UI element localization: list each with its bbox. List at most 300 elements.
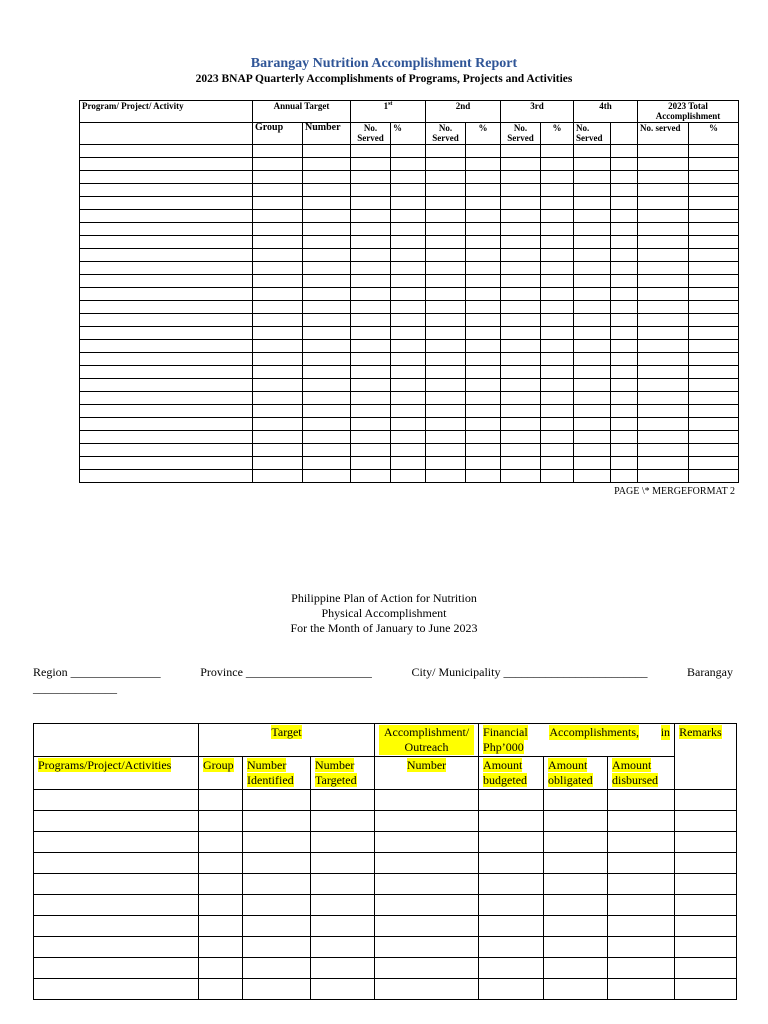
table-cell[interactable] — [466, 171, 501, 184]
table-cell[interactable] — [80, 158, 253, 171]
table-cell[interactable] — [501, 236, 541, 249]
table-cell[interactable] — [80, 249, 253, 262]
table-cell[interactable] — [544, 790, 608, 811]
table-cell[interactable] — [501, 457, 541, 470]
table-cell[interactable] — [391, 262, 426, 275]
table-cell[interactable] — [466, 288, 501, 301]
table-cell[interactable] — [466, 457, 501, 470]
table-cell[interactable] — [426, 145, 466, 158]
table-cell[interactable] — [303, 210, 351, 223]
table-cell[interactable] — [574, 405, 611, 418]
table-cell[interactable] — [479, 811, 544, 832]
table-cell[interactable] — [391, 353, 426, 366]
table-cell[interactable] — [608, 958, 675, 979]
table-cell[interactable] — [544, 958, 608, 979]
table-cell[interactable] — [426, 158, 466, 171]
table-cell[interactable] — [303, 288, 351, 301]
table-cell[interactable] — [243, 811, 311, 832]
table-cell[interactable] — [541, 431, 574, 444]
table-cell[interactable] — [391, 470, 426, 483]
table-cell[interactable] — [689, 353, 739, 366]
table-cell[interactable] — [574, 145, 611, 158]
table-cell[interactable] — [426, 301, 466, 314]
table-cell[interactable] — [391, 197, 426, 210]
table-cell[interactable] — [541, 405, 574, 418]
table-cell[interactable] — [80, 145, 253, 158]
table-cell[interactable] — [391, 249, 426, 262]
table-cell[interactable] — [351, 366, 391, 379]
table-cell[interactable] — [501, 197, 541, 210]
table-cell[interactable] — [303, 145, 351, 158]
table-cell[interactable] — [638, 327, 689, 340]
table-cell[interactable] — [391, 457, 426, 470]
table-cell[interactable] — [608, 895, 675, 916]
table-cell[interactable] — [611, 210, 638, 223]
table-cell[interactable] — [541, 145, 574, 158]
table-cell[interactable] — [243, 916, 311, 937]
table-cell[interactable] — [243, 979, 311, 1000]
table-cell[interactable] — [574, 314, 611, 327]
table-cell[interactable] — [541, 418, 574, 431]
table-cell[interactable] — [80, 314, 253, 327]
table-cell[interactable] — [574, 210, 611, 223]
table-cell[interactable] — [501, 379, 541, 392]
table-cell[interactable] — [303, 470, 351, 483]
table-cell[interactable] — [611, 223, 638, 236]
table-cell[interactable] — [611, 444, 638, 457]
table-cell[interactable] — [34, 916, 199, 937]
table-cell[interactable] — [303, 418, 351, 431]
table-cell[interactable] — [574, 171, 611, 184]
table-cell[interactable] — [243, 790, 311, 811]
table-cell[interactable] — [391, 314, 426, 327]
table-cell[interactable] — [574, 353, 611, 366]
table-cell[interactable] — [80, 392, 253, 405]
table-cell[interactable] — [426, 431, 466, 444]
table-cell[interactable] — [574, 418, 611, 431]
table-cell[interactable] — [80, 470, 253, 483]
table-cell[interactable] — [541, 184, 574, 197]
table-cell[interactable] — [689, 171, 739, 184]
table-cell[interactable] — [466, 470, 501, 483]
table-cell[interactable] — [638, 314, 689, 327]
table-cell[interactable] — [34, 811, 199, 832]
table-cell[interactable] — [80, 457, 253, 470]
table-cell[interactable] — [253, 145, 303, 158]
table-cell[interactable] — [199, 811, 243, 832]
table-cell[interactable] — [675, 832, 737, 853]
table-cell[interactable] — [638, 236, 689, 249]
table-cell[interactable] — [243, 832, 311, 853]
table-cell[interactable] — [638, 418, 689, 431]
table-cell[interactable] — [611, 340, 638, 353]
table-cell[interactable] — [541, 470, 574, 483]
table-cell[interactable] — [426, 353, 466, 366]
table-cell[interactable] — [675, 790, 737, 811]
table-cell[interactable] — [303, 236, 351, 249]
table-cell[interactable] — [541, 379, 574, 392]
table-cell[interactable] — [541, 353, 574, 366]
table-cell[interactable] — [611, 353, 638, 366]
table-cell[interactable] — [426, 457, 466, 470]
table-cell[interactable] — [611, 366, 638, 379]
table-cell[interactable] — [611, 392, 638, 405]
table-cell[interactable] — [574, 288, 611, 301]
table-cell[interactable] — [541, 314, 574, 327]
table-cell[interactable] — [351, 392, 391, 405]
table-cell[interactable] — [351, 405, 391, 418]
table-cell[interactable] — [479, 916, 544, 937]
table-cell[interactable] — [391, 236, 426, 249]
table-cell[interactable] — [466, 301, 501, 314]
table-cell[interactable] — [351, 418, 391, 431]
table-cell[interactable] — [426, 184, 466, 197]
table-cell[interactable] — [80, 418, 253, 431]
table-cell[interactable] — [479, 937, 544, 958]
table-cell[interactable] — [311, 958, 375, 979]
table-cell[interactable] — [391, 210, 426, 223]
table-cell[interactable] — [375, 790, 479, 811]
table-cell[interactable] — [375, 811, 479, 832]
table-cell[interactable] — [466, 340, 501, 353]
table-cell[interactable] — [689, 184, 739, 197]
table-cell[interactable] — [689, 158, 739, 171]
table-cell[interactable] — [611, 314, 638, 327]
table-cell[interactable] — [544, 832, 608, 853]
table-cell[interactable] — [80, 236, 253, 249]
table-cell[interactable] — [689, 418, 739, 431]
table-cell[interactable] — [544, 853, 608, 874]
table-cell[interactable] — [574, 301, 611, 314]
table-cell[interactable] — [391, 379, 426, 392]
table-cell[interactable] — [391, 145, 426, 158]
table-cell[interactable] — [689, 444, 739, 457]
table-cell[interactable] — [611, 197, 638, 210]
table-cell[interactable] — [391, 405, 426, 418]
table-cell[interactable] — [311, 832, 375, 853]
table-cell[interactable] — [574, 457, 611, 470]
table-cell[interactable] — [689, 197, 739, 210]
table-cell[interactable] — [351, 470, 391, 483]
table-cell[interactable] — [501, 392, 541, 405]
table-cell[interactable] — [311, 874, 375, 895]
table-cell[interactable] — [574, 379, 611, 392]
table-cell[interactable] — [351, 210, 391, 223]
table-cell[interactable] — [253, 444, 303, 457]
table-cell[interactable] — [541, 223, 574, 236]
table-cell[interactable] — [80, 275, 253, 288]
table-cell[interactable] — [303, 197, 351, 210]
table-cell[interactable] — [253, 431, 303, 444]
table-cell[interactable] — [689, 275, 739, 288]
table-cell[interactable] — [34, 832, 199, 853]
table-cell[interactable] — [253, 392, 303, 405]
table-cell[interactable] — [303, 340, 351, 353]
table-cell[interactable] — [541, 249, 574, 262]
table-cell[interactable] — [351, 236, 391, 249]
table-cell[interactable] — [638, 210, 689, 223]
table-cell[interactable] — [501, 288, 541, 301]
table-cell[interactable] — [80, 262, 253, 275]
table-cell[interactable] — [689, 327, 739, 340]
table-cell[interactable] — [311, 811, 375, 832]
table-cell[interactable] — [426, 288, 466, 301]
table-cell[interactable] — [391, 392, 426, 405]
table-cell[interactable] — [351, 444, 391, 457]
table-cell[interactable] — [541, 457, 574, 470]
table-cell[interactable] — [253, 210, 303, 223]
table-cell[interactable] — [541, 171, 574, 184]
table-cell[interactable] — [351, 431, 391, 444]
table-cell[interactable] — [80, 197, 253, 210]
table-cell[interactable] — [638, 288, 689, 301]
table-cell[interactable] — [689, 223, 739, 236]
table-cell[interactable] — [426, 171, 466, 184]
table-cell[interactable] — [80, 171, 253, 184]
table-cell[interactable] — [34, 853, 199, 874]
table-cell[interactable] — [303, 405, 351, 418]
table-cell[interactable] — [80, 431, 253, 444]
table-cell[interactable] — [80, 327, 253, 340]
table-cell[interactable] — [466, 405, 501, 418]
table-cell[interactable] — [253, 457, 303, 470]
table-cell[interactable] — [501, 249, 541, 262]
table-cell[interactable] — [611, 249, 638, 262]
table-cell[interactable] — [689, 379, 739, 392]
barangay-field[interactable]: ______________ — [33, 681, 117, 695]
table-cell[interactable] — [574, 340, 611, 353]
table-cell[interactable] — [303, 366, 351, 379]
table-cell[interactable] — [311, 895, 375, 916]
table-cell[interactable] — [574, 236, 611, 249]
table-cell[interactable] — [303, 249, 351, 262]
table-cell[interactable] — [426, 197, 466, 210]
table-cell[interactable] — [391, 340, 426, 353]
table-cell[interactable] — [303, 275, 351, 288]
table-cell[interactable] — [638, 223, 689, 236]
table-cell[interactable] — [253, 327, 303, 340]
table-cell[interactable] — [466, 392, 501, 405]
table-cell[interactable] — [574, 223, 611, 236]
table-cell[interactable] — [544, 937, 608, 958]
table-cell[interactable] — [466, 444, 501, 457]
table-cell[interactable] — [611, 470, 638, 483]
table-cell[interactable] — [311, 853, 375, 874]
table-cell[interactable] — [303, 392, 351, 405]
table-cell[interactable] — [479, 790, 544, 811]
table-cell[interactable] — [351, 457, 391, 470]
table-cell[interactable] — [391, 158, 426, 171]
table-cell[interactable] — [375, 853, 479, 874]
table-cell[interactable] — [243, 937, 311, 958]
table-cell[interactable] — [466, 210, 501, 223]
table-cell[interactable] — [199, 958, 243, 979]
table-cell[interactable] — [466, 431, 501, 444]
table-cell[interactable] — [501, 262, 541, 275]
table-cell[interactable] — [253, 171, 303, 184]
table-cell[interactable] — [303, 444, 351, 457]
table-cell[interactable] — [638, 379, 689, 392]
table-cell[interactable] — [689, 314, 739, 327]
table-cell[interactable] — [675, 874, 737, 895]
table-cell[interactable] — [426, 392, 466, 405]
table-cell[interactable] — [574, 327, 611, 340]
table-cell[interactable] — [689, 301, 739, 314]
table-cell[interactable] — [466, 197, 501, 210]
table-cell[interactable] — [253, 405, 303, 418]
table-cell[interactable] — [675, 895, 737, 916]
table-cell[interactable] — [675, 916, 737, 937]
table-cell[interactable] — [501, 210, 541, 223]
table-cell[interactable] — [351, 314, 391, 327]
table-cell[interactable] — [501, 470, 541, 483]
table-cell[interactable] — [541, 210, 574, 223]
table-cell[interactable] — [501, 171, 541, 184]
table-cell[interactable] — [544, 811, 608, 832]
table-cell[interactable] — [243, 874, 311, 895]
table-cell[interactable] — [675, 958, 737, 979]
table-cell[interactable] — [426, 366, 466, 379]
table-cell[interactable] — [253, 288, 303, 301]
table-cell[interactable] — [253, 197, 303, 210]
table-cell[interactable] — [608, 874, 675, 895]
table-cell[interactable] — [253, 314, 303, 327]
table-cell[interactable] — [34, 790, 199, 811]
table-cell[interactable] — [611, 431, 638, 444]
table-cell[interactable] — [311, 790, 375, 811]
table-cell[interactable] — [351, 379, 391, 392]
table-cell[interactable] — [303, 457, 351, 470]
table-cell[interactable] — [351, 197, 391, 210]
table-cell[interactable] — [34, 937, 199, 958]
table-cell[interactable] — [426, 379, 466, 392]
table-cell[interactable] — [351, 145, 391, 158]
table-cell[interactable] — [689, 340, 739, 353]
table-cell[interactable] — [479, 874, 544, 895]
table-cell[interactable] — [675, 979, 737, 1000]
table-cell[interactable] — [541, 288, 574, 301]
table-cell[interactable] — [611, 171, 638, 184]
table-cell[interactable] — [351, 262, 391, 275]
table-cell[interactable] — [391, 366, 426, 379]
table-cell[interactable] — [611, 418, 638, 431]
table-cell[interactable] — [675, 937, 737, 958]
table-cell[interactable] — [80, 405, 253, 418]
table-cell[interactable] — [375, 979, 479, 1000]
table-cell[interactable] — [351, 340, 391, 353]
table-cell[interactable] — [689, 392, 739, 405]
table-cell[interactable] — [638, 275, 689, 288]
region-field[interactable]: Region _______________ — [33, 665, 161, 679]
table-cell[interactable] — [466, 314, 501, 327]
table-cell[interactable] — [351, 301, 391, 314]
table-cell[interactable] — [351, 249, 391, 262]
table-cell[interactable] — [253, 353, 303, 366]
table-cell[interactable] — [689, 249, 739, 262]
table-cell[interactable] — [638, 353, 689, 366]
table-cell[interactable] — [34, 895, 199, 916]
table-cell[interactable] — [638, 470, 689, 483]
table-cell[interactable] — [638, 405, 689, 418]
table-cell[interactable] — [479, 853, 544, 874]
table-cell[interactable] — [243, 958, 311, 979]
table-cell[interactable] — [608, 916, 675, 937]
table-cell[interactable] — [426, 275, 466, 288]
table-cell[interactable] — [689, 470, 739, 483]
table-cell[interactable] — [351, 288, 391, 301]
table-cell[interactable] — [466, 353, 501, 366]
table-cell[interactable] — [80, 379, 253, 392]
table-cell[interactable] — [253, 249, 303, 262]
table-cell[interactable] — [689, 145, 739, 158]
table-cell[interactable] — [243, 895, 311, 916]
table-cell[interactable] — [34, 874, 199, 895]
table-cell[interactable] — [611, 457, 638, 470]
table-cell[interactable] — [574, 275, 611, 288]
table-cell[interactable] — [466, 275, 501, 288]
table-cell[interactable] — [574, 366, 611, 379]
table-cell[interactable] — [574, 444, 611, 457]
table-cell[interactable] — [638, 249, 689, 262]
table-cell[interactable] — [611, 145, 638, 158]
table-cell[interactable] — [391, 223, 426, 236]
table-cell[interactable] — [611, 158, 638, 171]
table-cell[interactable] — [574, 249, 611, 262]
table-cell[interactable] — [426, 262, 466, 275]
table-cell[interactable] — [501, 444, 541, 457]
table-cell[interactable] — [466, 366, 501, 379]
table-cell[interactable] — [391, 184, 426, 197]
table-cell[interactable] — [608, 853, 675, 874]
table-cell[interactable] — [80, 223, 253, 236]
table-cell[interactable] — [303, 353, 351, 366]
table-cell[interactable] — [544, 895, 608, 916]
table-cell[interactable] — [466, 184, 501, 197]
table-cell[interactable] — [501, 184, 541, 197]
table-cell[interactable] — [574, 470, 611, 483]
table-cell[interactable] — [501, 314, 541, 327]
table-cell[interactable] — [253, 184, 303, 197]
table-cell[interactable] — [303, 327, 351, 340]
table-cell[interactable] — [541, 392, 574, 405]
table-cell[interactable] — [375, 832, 479, 853]
table-cell[interactable] — [638, 444, 689, 457]
table-cell[interactable] — [375, 916, 479, 937]
table-cell[interactable] — [391, 171, 426, 184]
table-cell[interactable] — [253, 301, 303, 314]
table-cell[interactable] — [466, 236, 501, 249]
table-cell[interactable] — [689, 431, 739, 444]
table-cell[interactable] — [689, 405, 739, 418]
table-cell[interactable] — [80, 353, 253, 366]
table-cell[interactable] — [675, 853, 737, 874]
table-cell[interactable] — [426, 223, 466, 236]
table-cell[interactable] — [243, 853, 311, 874]
table-cell[interactable] — [544, 979, 608, 1000]
table-cell[interactable] — [501, 145, 541, 158]
table-cell[interactable] — [303, 431, 351, 444]
table-cell[interactable] — [375, 958, 479, 979]
table-cell[interactable] — [466, 249, 501, 262]
table-cell[interactable] — [466, 223, 501, 236]
table-cell[interactable] — [466, 327, 501, 340]
table-cell[interactable] — [466, 379, 501, 392]
table-cell[interactable] — [638, 197, 689, 210]
table-cell[interactable] — [638, 184, 689, 197]
table-cell[interactable] — [501, 223, 541, 236]
table-cell[interactable] — [253, 470, 303, 483]
table-cell[interactable] — [199, 979, 243, 1000]
